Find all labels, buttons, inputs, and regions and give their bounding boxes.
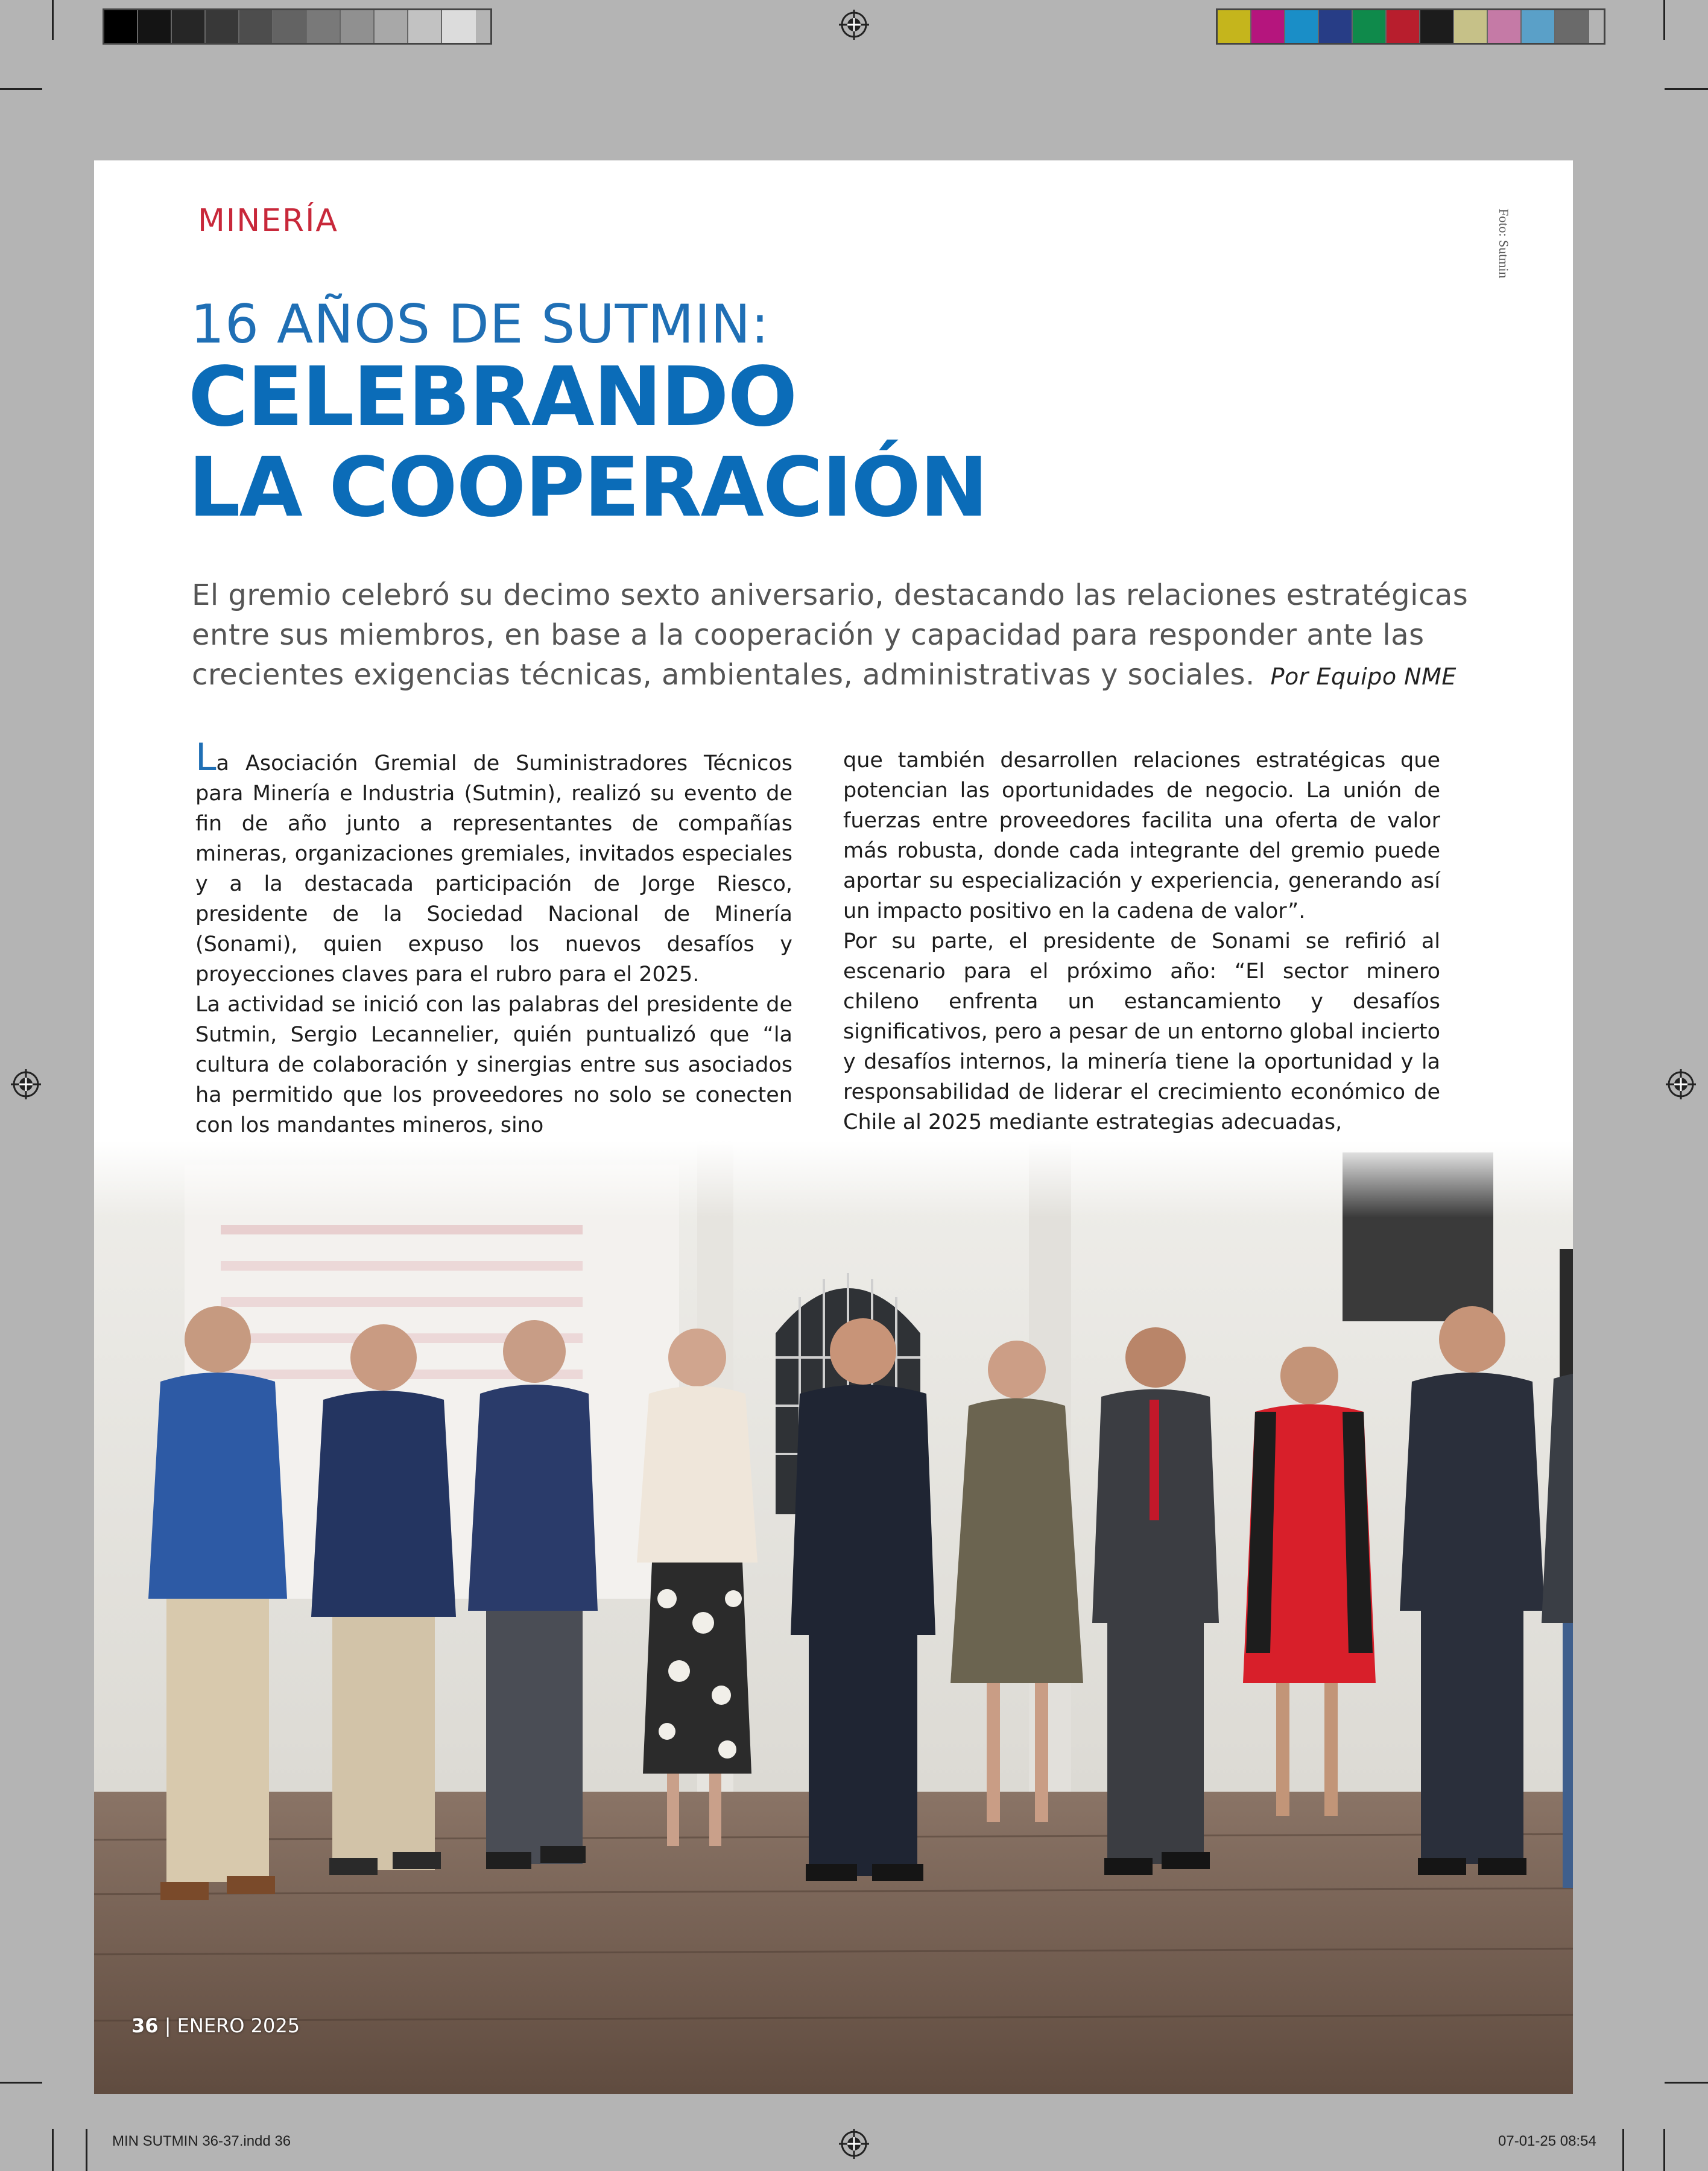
text-column-right — [843, 745, 1440, 1137]
crop-mark — [0, 88, 42, 90]
headline-kicker: 16 AÑOS DE SUTMIN: — [191, 293, 770, 355]
group-photo — [94, 1140, 1573, 2094]
crop-mark — [1663, 2129, 1665, 2171]
color-swatch — [442, 10, 476, 43]
drop-cap: L — [195, 735, 217, 779]
color-swatch — [172, 10, 206, 43]
registration-mark-icon — [839, 10, 869, 40]
crop-mark — [0, 2082, 42, 2084]
color-swatch — [138, 10, 172, 43]
color-swatch — [1218, 10, 1251, 43]
color-swatch — [1319, 10, 1353, 43]
crop-mark — [52, 2129, 54, 2171]
gray-calibration-bar — [103, 8, 492, 45]
crop-mark — [86, 2129, 87, 2171]
color-swatch — [239, 10, 273, 43]
crop-mark — [1663, 0, 1665, 40]
headline-line-1: CELEBRANDO — [188, 350, 797, 445]
page-number: 36 — [131, 2014, 159, 2037]
text-column-left — [195, 735, 792, 1140]
color-swatch — [1387, 10, 1420, 43]
headline-line-2: LA COOPERACIÓN — [188, 440, 987, 536]
slug-timestamp: 07-01-25 08:54 — [1498, 2133, 1596, 2149]
color-swatch — [206, 10, 239, 43]
color-swatch — [104, 10, 138, 43]
paragraph — [195, 735, 792, 990]
registration-mark-icon — [1666, 1069, 1696, 1099]
crop-mark — [1622, 2129, 1624, 2171]
paragraph: La actividad se inició con las palabras del presidente de Sutmin, Sergio Lecannelier, quién puntualizó que “la cultura de colaboración y sinergias entre sus asociados ha permitido que los proveedores no solo se conecten con los mandantes mineros, sino — [195, 993, 792, 1137]
color-swatch — [1488, 10, 1522, 43]
color-swatch — [341, 10, 375, 43]
byline: Por Equipo NME — [1270, 663, 1457, 690]
magazine-page — [94, 160, 1573, 2094]
color-swatch — [1353, 10, 1387, 43]
crop-mark — [1665, 2082, 1708, 2084]
color-swatch — [1285, 10, 1319, 43]
crop-mark — [1665, 88, 1708, 90]
crop-mark — [52, 0, 54, 40]
color-swatch — [1522, 10, 1555, 43]
article-lead — [192, 575, 1543, 697]
registration-mark-icon — [11, 1069, 41, 1099]
slug-filename: MIN SUTMIN 36-37.indd 36 — [112, 2133, 291, 2149]
registration-mark-icon — [839, 2129, 869, 2159]
lead-text: El gremio celebró su decimo sexto aniversario, destacando las relaciones estratégicas entre sus miembros, en base a la cooperación y capacidad para responder ante las crecientes exigencias técnicas, ambientales, administrativas y sociales. — [192, 578, 1469, 692]
color-swatch — [307, 10, 341, 43]
color-swatch — [408, 10, 442, 43]
page-folio: 36 | ENERO 2025 — [131, 2014, 300, 2037]
color-swatch — [1251, 10, 1285, 43]
color-swatch — [273, 10, 307, 43]
color-swatch — [1420, 10, 1454, 43]
headline — [188, 350, 987, 536]
color-swatch — [375, 10, 408, 43]
color-calibration-bar — [1216, 8, 1605, 45]
color-swatch — [1555, 10, 1589, 43]
color-swatch — [1454, 10, 1488, 43]
photo-credit: Foto: Sutmin — [1496, 209, 1511, 279]
section-label: MINERÍA — [198, 203, 338, 239]
paragraph: que también desarrollen relaciones estratégicas que potencian las oportunidades de negocio. La unión de fuerzas entre proveedores facilita una oferta de valor más robusta, donde cada integrante del gremio puede aportar su especialización y experiencia, generando así un impacto positivo en la cadena de valor”. — [843, 748, 1440, 923]
paragraph: Por su parte, el presidente de Sonami se refirió al escenario para el próximo año: “El sector minero chileno enfrenta un estancamiento y desafíos significativos, pero a pesar de un entorno global incierto y desafíos internos, la minería tiene la oportunidad y la responsabilidad de liderar el crecimiento económico de Chile al 2025 mediante estrategias adecuadas, — [843, 929, 1440, 1134]
issue-date: ENERO 2025 — [177, 2014, 300, 2037]
paragraph-text: a Asociación Gremial de Suministradores Técnicos para Minería e Industria (Sutmin), realizó su evento de fin de año junto a representantes de compañías mineras, organizaciones gremiales, invitados especiales y a la destacada participación de Jorge Riesco, presidente de la Sociedad Nacional de Minería (Sonami), quien expuso los nuevos desafíos y proyecciones claves para el rubro para el 2025. — [195, 751, 792, 987]
